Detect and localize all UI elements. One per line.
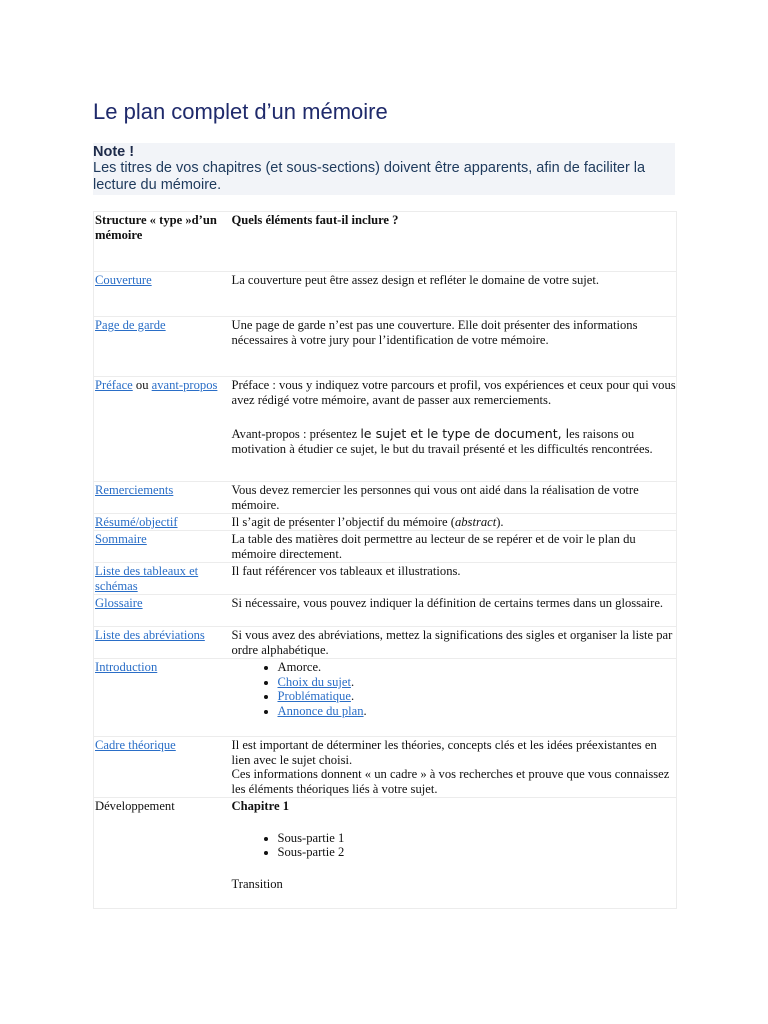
link-remerciements[interactable]: Remerciements <box>95 483 174 497</box>
link-cadre-theorique[interactable]: Cadre théorique <box>95 738 176 752</box>
label-separator: ou <box>132 378 152 392</box>
note-box <box>93 143 675 195</box>
link-couverture[interactable]: Couverture <box>95 273 152 287</box>
cadre-text-1: Il est important de déterminer les théories, concepts clés et les idées préexistantes en lien avec le sujet choisi. <box>231 738 657 767</box>
cell-text: La couverture peut être assez design et refléter le domaine de votre sujet. <box>231 272 677 317</box>
cell-text: Si nécessaire, vous pouvez indiquer la définition de certains termes dans un glossaire. <box>231 595 677 627</box>
link-page-de-garde[interactable]: Page de garde <box>95 318 166 332</box>
list-item: • Choix du sujet. <box>278 675 677 690</box>
table-row <box>94 531 677 563</box>
link-sommaire[interactable]: Sommaire <box>95 532 147 546</box>
link-problematique[interactable]: Problématique <box>277 689 351 704</box>
table-row <box>94 563 677 595</box>
header-elements: Quels éléments faut-il inclure ? <box>231 212 677 272</box>
cell-text: Il faut référencer vos tableaux et illustrations. <box>231 563 677 595</box>
link-liste-tableaux[interactable]: Liste des tableaux et schémas <box>95 564 199 593</box>
cell-text: La table des matières doit permettre au lecteur de se repérer et de voir le plan du mémoire directement. <box>231 531 677 563</box>
table-row <box>94 272 677 317</box>
table-row <box>94 627 677 659</box>
table-row <box>94 798 677 909</box>
list-item: • Annonce du plan. <box>278 704 677 719</box>
link-glossaire[interactable]: Glossaire <box>95 596 143 610</box>
table-row <box>94 514 677 531</box>
table-row <box>94 317 677 377</box>
introduction-list <box>232 660 677 718</box>
avant-propos-text: Avant-propos : présentez le sujet et le type de document, les raisons ou motivation à étudier ce sujet, le but du travail présenté et les difficultés rencontrées. <box>231 426 653 456</box>
table-header-row <box>94 212 677 272</box>
cell-text: Il s’agit de présenter l’objectif du mémoire (abstract). <box>231 514 677 531</box>
developpement-list <box>232 831 677 860</box>
page-title: Le plan complet d’un mémoire <box>93 99 388 124</box>
link-preface[interactable]: Préface <box>95 378 133 392</box>
table-row <box>94 737 677 798</box>
link-liste-abreviations[interactable]: Liste des abréviations <box>95 628 205 642</box>
cell-text: Vous devez remercier les personnes qui vous ont aidé dans la réalisation de votre mémoire. <box>231 482 677 514</box>
link-choix-du-sujet[interactable]: Choix du sujet <box>277 674 351 689</box>
table-row <box>94 659 677 737</box>
preface-text: Préface : vous y indiquez votre parcours et profil, vos expériences et ceux pour qui vous avez rédigé votre mémoire, avant de passer aux remerciements. <box>231 378 676 407</box>
link-resume-objectif[interactable]: Résumé/objectif <box>95 515 178 529</box>
list-item: • Sous-partie 1 <box>278 831 677 846</box>
plan-table <box>93 211 677 909</box>
note-heading: Note ! <box>93 144 135 160</box>
link-annonce-du-plan[interactable]: Annonce du plan <box>277 703 364 718</box>
table-row <box>94 595 677 627</box>
header-structure: Structure « type »d’un mémoire <box>94 212 231 272</box>
cell-text: Une page de garde n’est pas une couverture. Elle doit présenter des informations nécessaires à votre jury pour l’identification de votre mémoire. <box>231 317 677 377</box>
link-avant-propos[interactable]: avant-propos <box>151 378 218 392</box>
table-row <box>94 482 677 514</box>
list-item: • Amorce. <box>278 660 677 675</box>
transition-text: Transition <box>231 876 283 891</box>
developpement-label: Développement <box>94 798 231 909</box>
note-text: Les titres de vos chapitres (et sous-sections) doivent être apparents, afin de faciliter la lecture du mémoire. <box>93 160 646 193</box>
link-introduction[interactable]: Introduction <box>95 660 158 674</box>
list-item: • Problématique. <box>278 689 677 704</box>
cell-text: Si vous avez des abréviations, mettez la significations des sigles et organiser la liste par ordre alphabétique. <box>231 627 677 659</box>
chapter-title: Chapitre 1 <box>231 799 289 813</box>
list-item: • Sous-partie 2 <box>278 845 677 860</box>
table-row <box>94 377 677 482</box>
cadre-text-2: Ces informations donnent « un cadre » à vos recherches et prouve que vous connaissez les éléments théoriques liés à votre sujet. <box>231 767 670 796</box>
